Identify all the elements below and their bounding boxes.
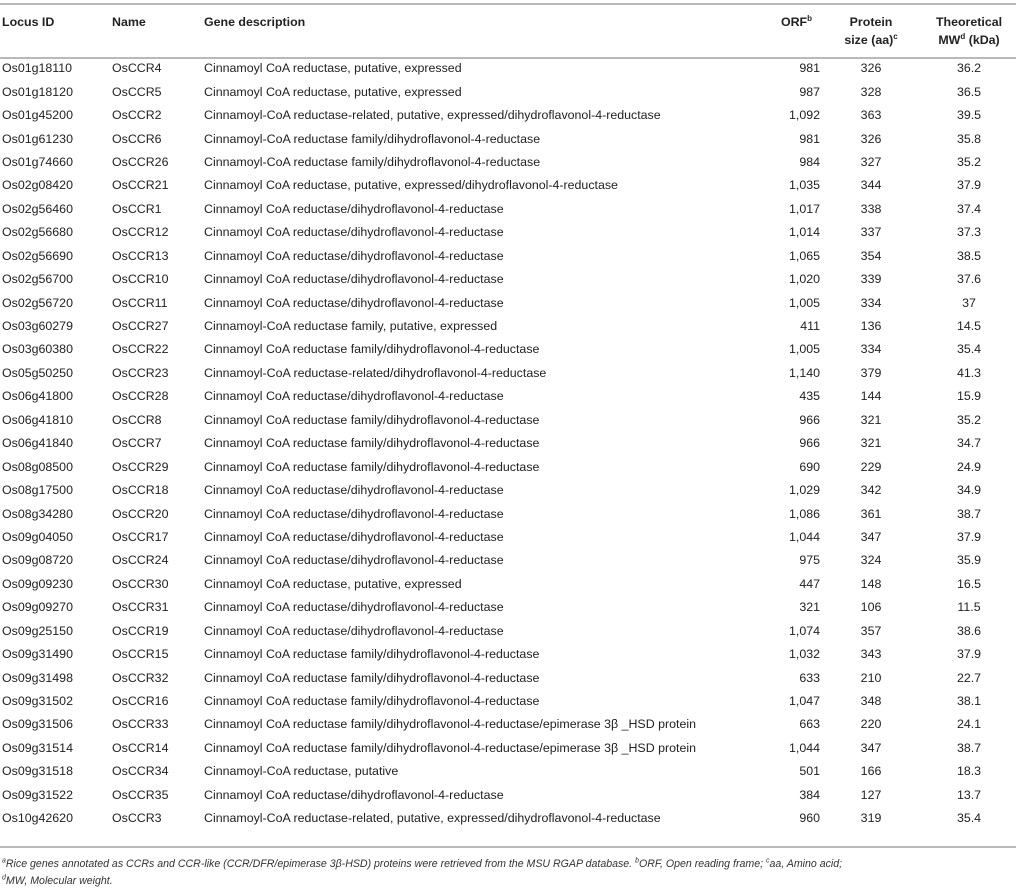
cell-locus-id: Os08g34280 [2, 506, 73, 521]
cell-orf: 321 [799, 600, 821, 615]
cell-locus-id: Os02g56680 [2, 225, 73, 240]
cell-theoretical-mw: 34.7 [956, 436, 982, 451]
cell-orf: 1,029 [789, 483, 821, 498]
cell-orf: 633 [799, 670, 821, 685]
cell-gene-description: Cinnamoyl CoA reductase/dihydroflavonol-4-reductase [204, 553, 504, 568]
cell-orf: 966 [799, 412, 821, 427]
footnote-marker: b [807, 13, 813, 23]
cell-orf: 690 [799, 459, 821, 474]
footnote-b: ORF, Open reading frame; [638, 858, 766, 870]
cell-gene-description: Cinnamoyl-CoA reductase-related/dihydroflavonol-4-reductase [204, 365, 547, 380]
cell-gene-name: OsCCR28 [112, 389, 169, 404]
cell-locus-id: Os01g74660 [2, 154, 73, 169]
cell-theoretical-mw: 13.7 [956, 787, 982, 802]
cell-gene-description: Cinnamoyl CoA reductase/dihydroflavonol-4-reductase [204, 295, 504, 310]
cell-gene-description: Cinnamoyl CoA reductase family/dihydroflavonol-4-reductase [204, 647, 540, 662]
cell-theoretical-mw: 37.3 [956, 225, 982, 240]
cell-gene-description: Cinnamoyl CoA reductase family/dihydroflavonol-4-reductase [204, 459, 540, 474]
cell-protein-size: 354 [860, 248, 882, 263]
cell-protein-size: 361 [860, 506, 882, 521]
cell-gene-name: OsCCR21 [112, 178, 169, 193]
cell-locus-id: Os08g08500 [2, 459, 73, 474]
table-row [0, 409, 1016, 432]
header-gene-description: Gene description [204, 15, 306, 29]
cell-protein-size: 343 [860, 647, 882, 662]
table-row [0, 690, 1016, 713]
cell-protein-size: 334 [860, 295, 882, 310]
cell-gene-name: OsCCR31 [112, 600, 169, 615]
cell-gene-name: OsCCR16 [112, 694, 169, 709]
cell-theoretical-mw: 37.9 [956, 529, 982, 544]
cell-protein-size: 348 [860, 694, 882, 709]
cell-locus-id: Os09g31498 [2, 670, 73, 685]
cell-gene-name: OsCCR34 [112, 764, 169, 779]
cell-protein-size: 210 [860, 670, 882, 685]
cell-gene-name: OsCCR6 [112, 131, 162, 146]
footnote-marker: d [2, 874, 6, 882]
cell-orf: 435 [799, 389, 821, 404]
cell-theoretical-mw: 37.9 [956, 647, 982, 662]
cell-gene-name: OsCCR29 [112, 459, 169, 474]
cell-gene-description: Cinnamoyl CoA reductase/dihydroflavonol-4-reductase [204, 389, 504, 404]
cell-theoretical-mw: 35.9 [956, 553, 982, 568]
cell-gene-name: OsCCR24 [112, 553, 169, 568]
cell-theoretical-mw: 39.5 [956, 108, 982, 123]
cell-gene-description: Cinnamoyl-CoA reductase family/dihydroflavonol-4-reductase [204, 154, 541, 169]
header-mw-unit: (kDa) [965, 33, 1000, 47]
cell-protein-size: 342 [860, 483, 882, 498]
cell-locus-id: Os06g41840 [2, 436, 73, 451]
cell-gene-name: OsCCR1 [112, 201, 162, 216]
cell-locus-id: Os02g08420 [2, 178, 73, 193]
cell-protein-size: 337 [860, 225, 882, 240]
cell-orf: 981 [799, 61, 821, 76]
cell-gene-description: Cinnamoyl-CoA reductase family/dihydroflavonol-4-reductase [204, 131, 541, 146]
table-row [0, 573, 1016, 596]
table-row [0, 104, 1016, 127]
cell-gene-description: Cinnamoyl CoA reductase/dihydroflavonol-4-reductase [204, 225, 504, 240]
cell-orf: 1,035 [789, 178, 821, 193]
cell-gene-name: OsCCR26 [112, 154, 169, 169]
table-row [0, 338, 1016, 361]
table-row [0, 760, 1016, 783]
cell-theoretical-mw: 37.4 [956, 201, 982, 216]
cell-orf: 411 [800, 319, 821, 334]
footnote-marker: b [635, 857, 639, 865]
cell-theoretical-mw: 38.6 [956, 623, 982, 638]
cell-orf: 1,017 [789, 201, 821, 216]
cell-gene-description: Cinnamoyl CoA reductase family/dihydroflavonol-4-reductase [204, 436, 540, 451]
cell-locus-id: Os09g31506 [2, 717, 73, 732]
cell-gene-name: OsCCR19 [112, 623, 169, 638]
table-row [0, 643, 1016, 666]
cell-protein-size: 321 [860, 412, 882, 427]
cell-theoretical-mw: 35.4 [956, 342, 982, 357]
cell-gene-description: Cinnamoyl CoA reductase/dihydroflavonol-4-reductase [204, 623, 504, 638]
cell-protein-size: 144 [860, 389, 882, 404]
cell-gene-description: Cinnamoyl CoA reductase/dihydroflavonol-4-reductase [204, 787, 504, 802]
cell-locus-id: Os08g17500 [2, 483, 73, 498]
cell-protein-size: 344 [860, 178, 882, 193]
cell-orf: 1,044 [789, 740, 821, 755]
cell-protein-size: 319 [860, 811, 882, 826]
cell-orf: 987 [799, 84, 821, 99]
table-row [0, 737, 1016, 760]
cell-orf: 966 [799, 436, 821, 451]
cell-gene-name: OsCCR17 [112, 529, 169, 544]
cell-locus-id: Os09g25150 [2, 623, 73, 638]
cell-protein-size: 347 [860, 529, 882, 544]
cell-orf: 501 [799, 764, 821, 779]
cell-orf: 1,005 [789, 342, 821, 357]
cell-protein-size: 339 [860, 272, 882, 287]
cell-theoretical-mw: 14.5 [956, 319, 982, 334]
header-locus-id: Locus ID [2, 15, 55, 29]
cell-protein-size: 166 [860, 764, 882, 779]
cell-gene-name: OsCCR35 [112, 787, 169, 802]
cell-locus-id: Os01g18110 [2, 61, 73, 76]
cell-gene-description: Cinnamoyl-CoA reductase, putative [204, 764, 399, 779]
cell-gene-name: OsCCR5 [112, 84, 162, 99]
table-row [0, 713, 1016, 736]
cell-protein-size: 338 [860, 201, 882, 216]
cell-gene-name: OsCCR7 [112, 436, 162, 451]
table-row [0, 221, 1016, 244]
cell-gene-name: OsCCR20 [112, 506, 169, 521]
table-row [0, 432, 1016, 455]
cell-gene-description: Cinnamoyl CoA reductase/dihydroflavonol-4-reductase [204, 272, 504, 287]
table-row [0, 526, 1016, 549]
cell-protein-size: 328 [860, 84, 882, 99]
footnote-marker: c [765, 857, 770, 865]
cell-theoretical-mw: 11.5 [957, 600, 981, 615]
table-row [0, 620, 1016, 643]
cell-locus-id: Os03g60279 [2, 319, 73, 334]
header-protein-line2: size (aa) [844, 33, 894, 47]
cell-orf: 981 [799, 131, 821, 146]
cell-orf: 984 [799, 154, 821, 169]
cell-protein-size: 327 [860, 154, 882, 169]
footnote-marker: d [960, 31, 966, 41]
ccr-gene-table [0, 5, 1016, 830]
cell-theoretical-mw: 38.1 [956, 694, 982, 709]
table-bottom-rule [0, 846, 1016, 848]
cell-gene-description: Cinnamoyl-CoA reductase-related, putative, expressed/dihydroflavonol-4-reductase [204, 108, 661, 123]
cell-gene-name: OsCCR27 [112, 319, 169, 334]
cell-gene-name: OsCCR12 [112, 225, 169, 240]
cell-gene-name: OsCCR3 [112, 811, 162, 826]
cell-orf: 1,092 [789, 108, 821, 123]
table-row [0, 127, 1016, 150]
header-mw-label: MW [938, 33, 961, 47]
cell-protein-size: 324 [860, 553, 882, 568]
table-row [0, 291, 1016, 314]
table-row [0, 455, 1016, 478]
cell-gene-name: OsCCR14 [112, 740, 169, 755]
footnote-a: Rice genes annotated as CCRs and CCR-like (CCR/DFR/epimerase 3β-HSD) proteins were retrieved from the MSU RGAP database. [5, 858, 636, 870]
footnote-d: MW, Molecular weight. [5, 875, 113, 887]
cell-protein-size: 220 [860, 717, 882, 732]
cell-theoretical-mw: 18.3 [956, 764, 982, 779]
cell-theoretical-mw: 35.2 [956, 412, 982, 427]
cell-theoretical-mw: 37 [962, 295, 976, 310]
cell-orf: 1,005 [789, 295, 821, 310]
cell-theoretical-mw: 15.9 [956, 389, 982, 404]
cell-theoretical-mw: 35.8 [956, 131, 982, 146]
header-name: Name [112, 15, 146, 29]
header-protein-size [820, 5, 920, 57]
cell-protein-size: 379 [860, 365, 882, 380]
cell-gene-name: OsCCR4 [112, 61, 162, 76]
table-row [0, 362, 1016, 385]
table-row [0, 385, 1016, 408]
cell-theoretical-mw: 36.5 [956, 84, 982, 99]
header-mw-line1: Theoretical [935, 15, 1003, 29]
table-row [0, 198, 1016, 221]
cell-orf: 960 [799, 811, 821, 826]
cell-protein-size: 321 [860, 436, 882, 451]
cell-locus-id: Os02g56700 [2, 272, 73, 287]
cell-gene-description: Cinnamoyl CoA reductase/dihydroflavonol-4-reductase [204, 506, 504, 521]
cell-locus-id: Os09g04050 [2, 529, 73, 544]
cell-theoretical-mw: 16.5 [956, 576, 982, 591]
cell-protein-size: 357 [860, 623, 882, 638]
cell-gene-name: OsCCR33 [112, 717, 169, 732]
table-row [0, 315, 1016, 338]
cell-protein-size: 326 [860, 131, 882, 146]
cell-orf: 1,074 [789, 623, 821, 638]
cell-gene-description: Cinnamoyl-CoA reductase-related, putative, expressed/dihydroflavonol-4-reductase [204, 811, 661, 826]
cell-gene-description: Cinnamoyl CoA reductase family/dihydroflavonol-4-reductase [204, 694, 540, 709]
cell-locus-id: Os09g31514 [2, 740, 73, 755]
cell-theoretical-mw: 22.7 [956, 670, 982, 685]
cell-gene-description: Cinnamoyl CoA reductase/dihydroflavonol-4-reductase [204, 248, 504, 263]
cell-gene-description: Cinnamoyl CoA reductase/dihydroflavonol-4-reductase [204, 529, 504, 544]
cell-locus-id: Os02g56690 [2, 248, 73, 263]
cell-gene-description: Cinnamoyl CoA reductase family/dihydroflavonol-4-reductase [204, 670, 540, 685]
cell-gene-description: Cinnamoyl-CoA reductase family, putative, expressed [204, 319, 498, 334]
cell-theoretical-mw: 37.9 [956, 178, 982, 193]
cell-protein-size: 106 [860, 600, 882, 615]
cell-gene-description: Cinnamoyl CoA reductase family/dihydroflavonol-4-reductase [204, 412, 540, 427]
cell-theoretical-mw: 36.2 [956, 61, 982, 76]
cell-orf: 1,044 [789, 529, 821, 544]
cell-protein-size: 326 [860, 61, 882, 76]
cell-theoretical-mw: 35.4 [956, 811, 982, 826]
cell-protein-size: 148 [860, 576, 882, 591]
cell-locus-id: Os02g56460 [2, 201, 73, 216]
cell-gene-description: Cinnamoyl CoA reductase family/dihydroflavonol-4-reductase/epimerase 3β _HSD protein [204, 740, 696, 755]
cell-locus-id: Os05g50250 [2, 365, 73, 380]
footnote-marker: a [2, 857, 6, 865]
cell-orf: 1,032 [789, 647, 821, 662]
cell-orf: 663 [799, 717, 821, 732]
table-row [0, 174, 1016, 197]
cell-gene-name: OsCCR23 [112, 365, 169, 380]
header-theoretical-mw [920, 5, 1016, 57]
cell-orf: 384 [799, 787, 821, 802]
cell-orf: 447 [799, 576, 821, 591]
table-row [0, 807, 1016, 830]
table-row [0, 784, 1016, 807]
cell-locus-id: Os09g31490 [2, 647, 73, 662]
cell-gene-name: OsCCR30 [112, 576, 169, 591]
table-row [0, 57, 1016, 80]
cell-orf: 1,140 [789, 365, 821, 380]
cell-locus-id: Os09g31518 [2, 764, 73, 779]
cell-locus-id: Os09g09230 [2, 576, 73, 591]
cell-gene-name: OsCCR22 [112, 342, 169, 357]
table-row [0, 666, 1016, 689]
cell-theoretical-mw: 37.6 [956, 272, 982, 287]
table-body [0, 57, 1016, 830]
cell-orf: 1,065 [789, 248, 821, 263]
cell-protein-size: 229 [860, 459, 882, 474]
cell-locus-id: Os02g56720 [2, 295, 73, 310]
cell-theoretical-mw: 41.3 [956, 365, 982, 380]
cell-protein-size: 363 [860, 108, 882, 123]
table-row [0, 80, 1016, 103]
cell-orf: 1,086 [789, 506, 821, 521]
header-protein-line1: Protein [849, 15, 893, 29]
cell-locus-id: Os01g45200 [2, 108, 73, 123]
cell-theoretical-mw: 38.5 [956, 248, 982, 263]
cell-gene-description: Cinnamoyl CoA reductase, putative, expressed/dihydroflavonol-4-reductase [204, 178, 618, 193]
cell-orf: 1,047 [789, 694, 821, 709]
cell-locus-id: Os06g41800 [2, 389, 73, 404]
cell-theoretical-mw: 24.9 [956, 459, 982, 474]
cell-gene-name: OsCCR32 [112, 670, 169, 685]
cell-locus-id: Os09g08720 [2, 553, 73, 568]
cell-gene-description: Cinnamoyl CoA reductase/dihydroflavonol-4-reductase [204, 201, 504, 216]
footnote-c: aa, Amino acid; [769, 858, 843, 870]
table-row [0, 502, 1016, 525]
table-footnote [2, 856, 1014, 890]
cell-theoretical-mw: 24.1 [956, 717, 982, 732]
cell-locus-id: Os01g61230 [2, 131, 73, 146]
cell-gene-name: OsCCR10 [112, 272, 169, 287]
cell-gene-description: Cinnamoyl CoA reductase/dihydroflavonol-4-reductase [204, 600, 504, 615]
cell-theoretical-mw: 38.7 [956, 740, 982, 755]
cell-protein-size: 347 [860, 740, 882, 755]
footnote-marker: c [893, 31, 898, 41]
cell-orf: 975 [799, 553, 821, 568]
cell-gene-name: OsCCR13 [112, 248, 169, 263]
cell-locus-id: Os03g60380 [2, 342, 73, 357]
cell-gene-description: Cinnamoyl CoA reductase family/dihydroflavonol-4-reductase [204, 342, 540, 357]
header-orf-label: ORF [780, 15, 808, 29]
cell-gene-name: OsCCR8 [112, 412, 162, 427]
cell-gene-description: Cinnamoyl CoA reductase, putative, expressed [204, 61, 462, 76]
cell-locus-id: Os09g31522 [2, 787, 73, 802]
cell-theoretical-mw: 34.9 [956, 483, 982, 498]
cell-orf: 1,020 [789, 272, 821, 287]
cell-locus-id: Os09g09270 [2, 600, 73, 615]
table-row [0, 479, 1016, 502]
cell-theoretical-mw: 35.2 [956, 154, 982, 169]
table-row [0, 245, 1016, 268]
cell-locus-id: Os06g41810 [2, 412, 73, 427]
cell-locus-id: Os01g18120 [2, 84, 73, 99]
cell-theoretical-mw: 38.7 [956, 506, 982, 521]
cell-locus-id: Os10g42620 [2, 811, 73, 826]
table-row [0, 268, 1016, 291]
cell-protein-size: 127 [860, 787, 882, 802]
cell-gene-name: OsCCR15 [112, 647, 169, 662]
cell-protein-size: 136 [860, 319, 882, 334]
cell-gene-description: Cinnamoyl CoA reductase family/dihydroflavonol-4-reductase/epimerase 3β _HSD protein [204, 717, 696, 732]
table-row [0, 596, 1016, 619]
table-header-row [0, 5, 1016, 57]
cell-gene-name: OsCCR11 [112, 295, 168, 310]
table-row [0, 151, 1016, 174]
cell-protein-size: 334 [860, 342, 882, 357]
cell-orf: 1,014 [789, 225, 821, 240]
cell-gene-name: OsCCR18 [112, 483, 169, 498]
cell-locus-id: Os09g31502 [2, 694, 73, 709]
cell-gene-name: OsCCR2 [112, 108, 162, 123]
table-row [0, 549, 1016, 572]
cell-gene-description: Cinnamoyl CoA reductase, putative, expressed [204, 84, 462, 99]
cell-gene-description: Cinnamoyl CoA reductase/dihydroflavonol-4-reductase [204, 483, 504, 498]
cell-gene-description: Cinnamoyl CoA reductase, putative, expressed [204, 576, 462, 591]
header-orf [762, 5, 820, 57]
